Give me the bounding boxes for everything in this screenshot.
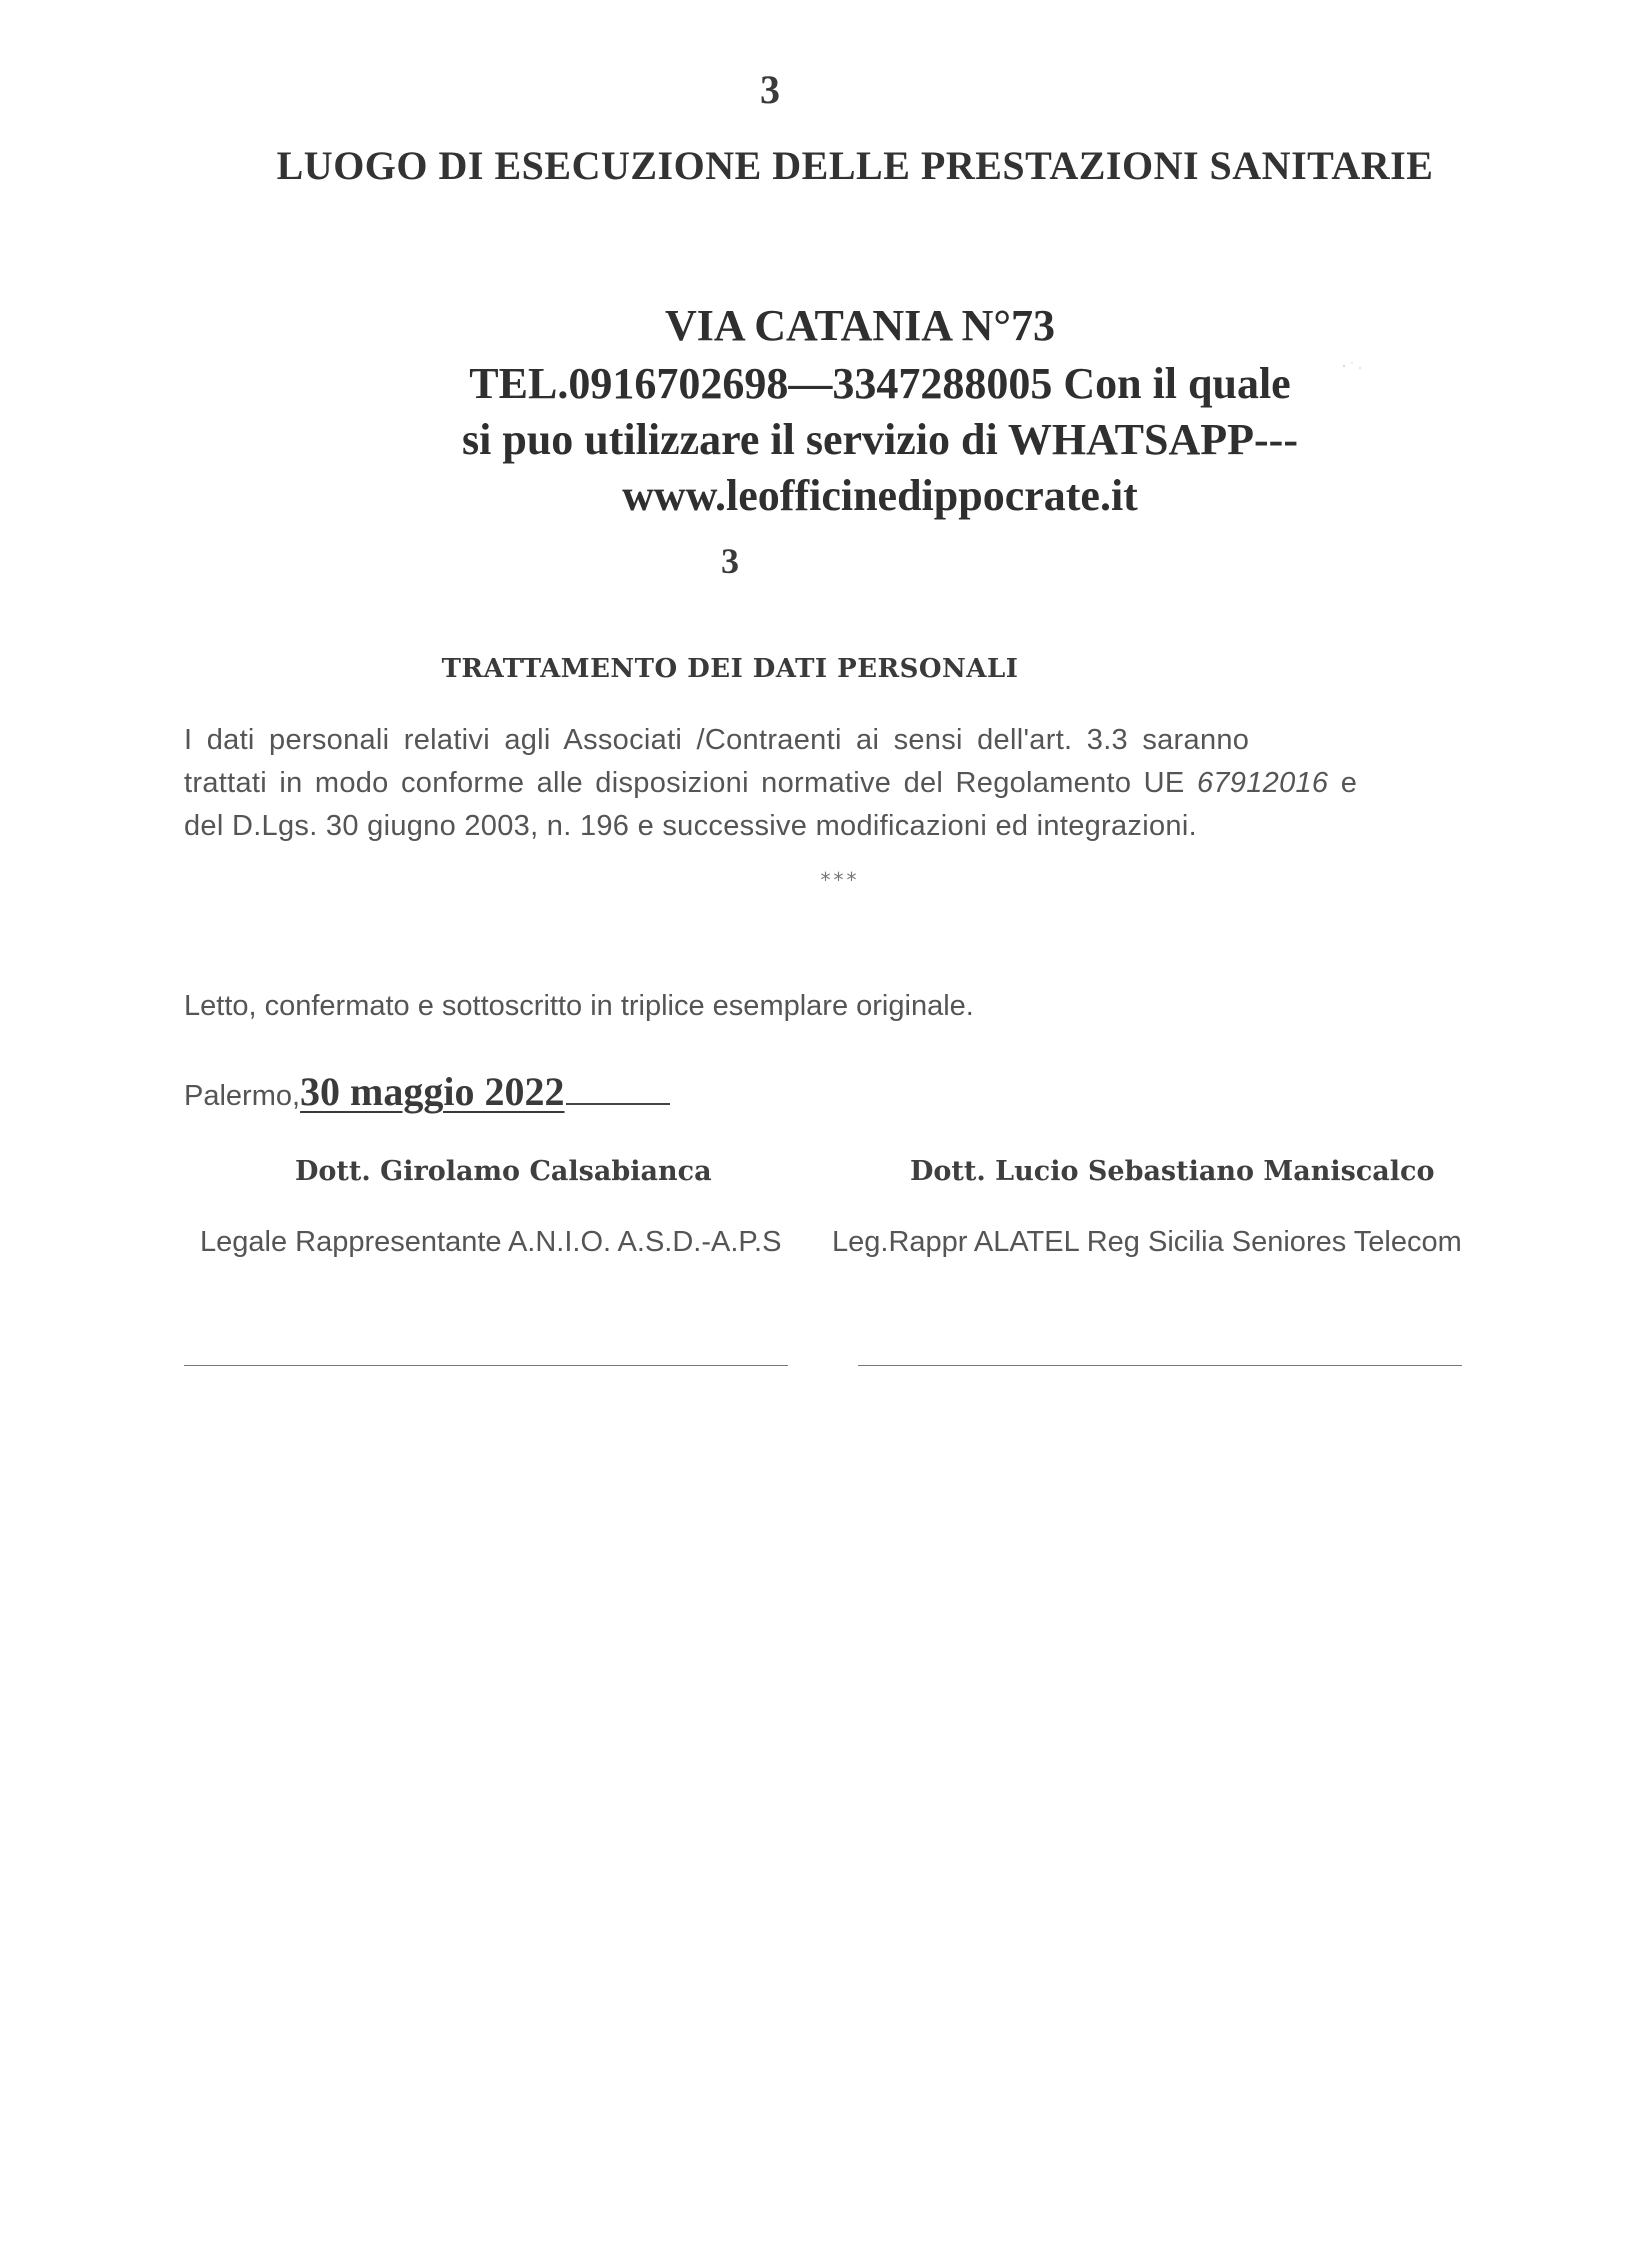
section-title: LUOGO DI ESECUZIONE DELLE PRESTAZIONI SANITARIE [276,143,1434,188]
address-phone: TEL.0916702698—3347288005 Con il quale [469,359,1291,408]
signatory-1-role: Legale Rappresentante A.N.I.O. A.S.D.-A.P.S [200,1226,782,1258]
scan-speck-mark [1340,360,1364,372]
date-underline [566,1103,670,1105]
signatory-1-name: Dott. Girolamo Calsabianca [295,1156,712,1187]
signature-line-2 [858,1365,1462,1366]
signatory-2-role: Leg.Rappr ALATEL Reg Sicilia Seniores Telecom [832,1226,1462,1258]
page-number-mid: 3 [721,541,739,581]
signatory-2-name: Dott. Lucio Sebastiano Maniscalco [910,1156,1435,1187]
privacy-line-2-text: trattati in modo conforme alle disposizioni normative del Regolamento UE [184,767,1197,799]
privacy-line-3: del D.Lgs. 30 giugno 2003, n. 196 e successive modificazioni ed integrazioni. [184,810,1197,842]
address-website: www.leofficinedippocrate.it [622,471,1138,520]
place-label: Palermo, [184,1080,301,1112]
privacy-section-title: TRATTAMENTO DEI DATI PERSONALI [441,654,1019,684]
address-whatsapp-note: si puo utilizzare il servizio di WHATSAPP--- [462,415,1298,464]
privacy-line-1: I dati personali relativi agli Associati /Contraenti ai sensi dell'art. 3.3 saranno [184,724,1250,756]
closing-statement: Letto, confermato e sottoscritto in triplice esemplare originale. [184,990,974,1022]
signature-line-1 [184,1365,788,1366]
page-number-top: 3 [760,67,780,112]
address-street: VIA CATANIA N°73 [664,301,1055,350]
privacy-line-2-end: e [1328,767,1358,799]
place-date-line [184,1068,670,1115]
privacy-line-2 [184,767,1474,800]
signing-date: 30 maggio 2022 [300,1069,565,1114]
section-separator: *** [820,868,860,892]
regulation-number: 67912016 [1196,767,1329,799]
